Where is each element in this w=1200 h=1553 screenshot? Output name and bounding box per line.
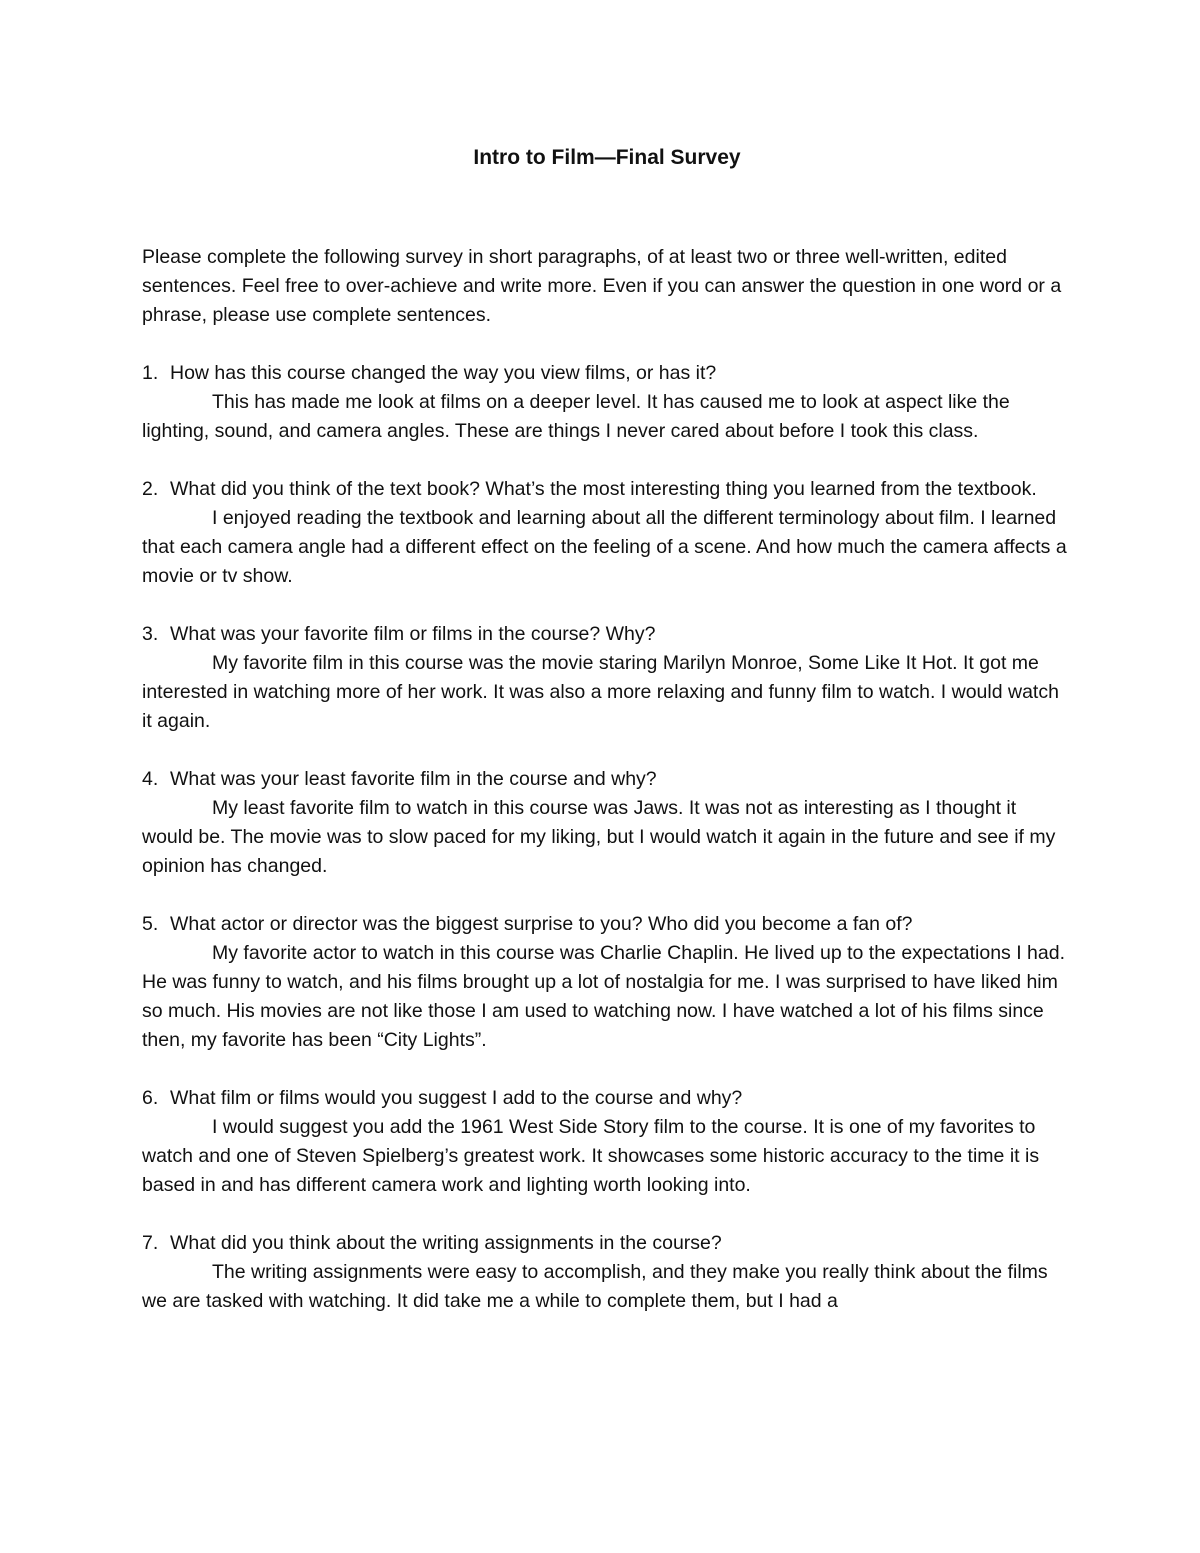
question-text <box>142 1084 1072 1113</box>
question-block <box>142 359 1072 446</box>
question-number: 3. <box>142 623 159 645</box>
answer-text: This has made me look at films on a deeper level. It has caused me to look at aspect like the lighting, sound, and camera angles. These are things I never cared about before I took this class. <box>142 391 1010 442</box>
question-text <box>142 910 1072 939</box>
answer-text: The writing assignments were easy to accomplish, and they make you really think about the films we are tasked with watching. It did take me a while to complete them, but I had a <box>142 1261 1048 1312</box>
question-label: What film or films would you suggest I add to the course and why? <box>170 1087 743 1109</box>
question-text <box>142 765 1072 794</box>
question-number: 1. <box>142 362 159 384</box>
question-block <box>142 475 1072 591</box>
question-text <box>142 359 1072 388</box>
survey-instructions: Please complete the following survey in short paragraphs, of at least two or three well-written, edited sentences. Feel free to over-achieve and write more. Even if you can answer the question in one word or a phrase, please use complete sentences. <box>142 246 1062 326</box>
answer-text: I enjoyed reading the textbook and learning about all the different terminology about film. I learned that each camera angle had a different effect on the feeling of a scene. And how much the camera affects a movie or tv show. <box>142 507 1067 587</box>
question-block <box>142 1229 1072 1316</box>
question-text <box>142 1229 1072 1258</box>
question-label: What did you think about the writing assignments in the course? <box>170 1232 722 1254</box>
question-label: How has this course changed the way you view films, or has it? <box>170 362 717 384</box>
question-block <box>142 620 1072 736</box>
question-label: What was your least favorite film in the course and why? <box>170 768 657 790</box>
question-label: What actor or director was the biggest surprise to you? Who did you become a fan of? <box>170 913 913 935</box>
question-block <box>142 765 1072 881</box>
question-text <box>142 620 1072 649</box>
answer-text: My favorite actor to watch in this course was Charlie Chaplin. He lived up to the expectations I had. He was funny to watch, and his films brought up a lot of nostalgia for me. I was surprised to have liked him so much. His movies are not like those I am used to watching now. I have watched a lot of his films since then, my favorite has been “City Lights”. <box>142 942 1066 1051</box>
question-label: What was your favorite film or films in the course? Why? <box>170 623 656 645</box>
answer-text: My least favorite film to watch in this course was Jaws. It was not as interesting as I thought it would be. The movie was to slow paced for my liking, but I would watch it again in the future and see if my opinion has changed. <box>142 797 1056 877</box>
question-number: 2. <box>142 478 159 500</box>
answer-text: My favorite film in this course was the movie staring Marilyn Monroe, Some Like It Hot. It got me interested in watching more of her work. It was also a more relaxing and funny film to watch. I would watch it again. <box>142 652 1059 732</box>
question-block <box>142 1084 1072 1200</box>
question-text <box>142 475 1072 504</box>
question-number: 5. <box>142 913 159 935</box>
question-label: What did you think of the text book? What’s the most interesting thing you learned from the textbook. <box>170 478 1037 500</box>
question-number: 7. <box>142 1232 159 1254</box>
question-number: 6. <box>142 1087 159 1109</box>
question-number: 4. <box>142 768 159 790</box>
answer-text: I would suggest you add the 1961 West Side Story film to the course. It is one of my favorites to watch and one of Steven Spielberg’s greatest work. It showcases some historic accuracy to the time it is based in and has different camera work and lighting worth looking into. <box>142 1116 1040 1196</box>
question-block <box>142 910 1072 1055</box>
document-title: Intro to Film—Final Survey <box>473 146 741 169</box>
document-page <box>142 143 1072 1345</box>
